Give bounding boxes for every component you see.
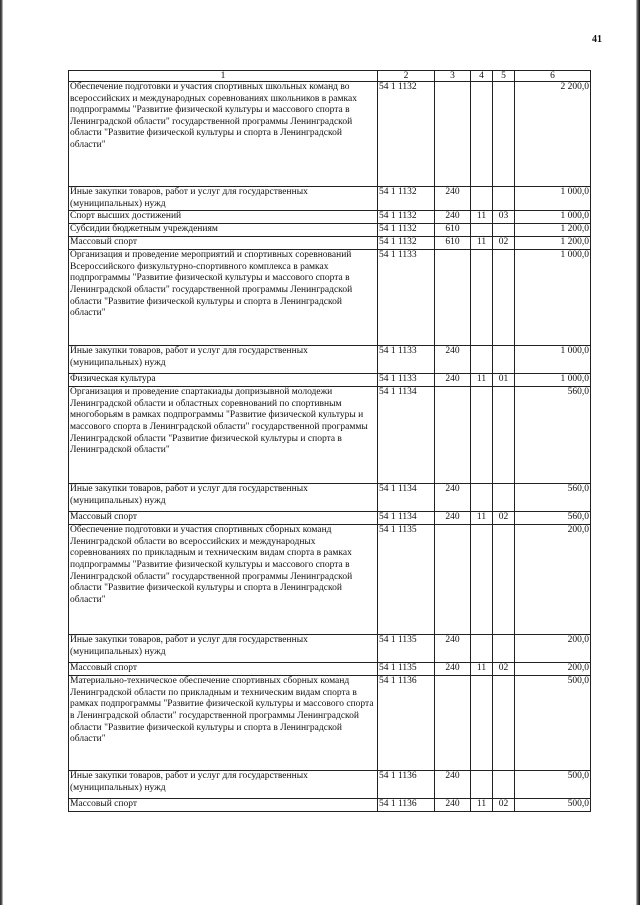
row-subsection-cell <box>493 187 515 211</box>
table-row <box>69 676 591 771</box>
row-section-cell: 11 <box>471 663 493 676</box>
row-section-cell <box>471 82 493 187</box>
row-amount-cell: 1 000,0 <box>515 374 591 387</box>
row-subsection-cell <box>493 771 515 799</box>
row-expense-type-cell: 240 <box>435 211 471 224</box>
row-name-cell: Массовый спорт <box>69 237 378 250</box>
column-number-row <box>69 71 591 82</box>
row-section-cell: 11 <box>471 237 493 250</box>
row-expense-type-cell: 240 <box>435 346 471 374</box>
row-expense-type-cell: 240 <box>435 484 471 512</box>
row-name-cell: Иные закупки товаров, работ и услуг для государственных (муниципальных) нужд <box>69 187 378 211</box>
row-code-cell: 54 1 1135 <box>378 663 435 676</box>
row-expense-type-cell <box>435 250 471 346</box>
row-code-cell: 54 1 1133 <box>378 346 435 374</box>
row-subsection-cell <box>493 387 515 484</box>
row-code-cell: 54 1 1133 <box>378 374 435 387</box>
row-expense-type-cell: 240 <box>435 374 471 387</box>
row-subsection-cell <box>493 484 515 512</box>
table-row <box>69 250 591 346</box>
row-subsection-cell <box>493 676 515 771</box>
row-name-cell: Организация и проведение мероприятий и спортивных соревнований Всероссийского физкультурно-спортивного комплекса в рамках подпрограммы "Развитие физической культуры и массового спорта в Ленинградской области" государственной программы Ленинградской области "Развитие физической культуры и спорта в Ленинградской области" <box>69 250 378 346</box>
page-number: 41 <box>592 34 602 45</box>
row-subsection-cell <box>493 250 515 346</box>
row-name-cell: Массовый спорт <box>69 663 378 676</box>
row-expense-type-cell: 610 <box>435 224 471 237</box>
table-row <box>69 211 591 224</box>
row-amount-cell: 1 200,0 <box>515 237 591 250</box>
row-code-cell: 54 1 1136 <box>378 771 435 799</box>
table-row <box>69 484 591 512</box>
row-expense-type-cell <box>435 676 471 771</box>
row-name-cell: Материально-техническое обеспечение спортивных сборных команд Ленинградской области по прикладным и техническим видам спорта в рамках подпрограммы "Развитие физической культуры и массового спорта в Ленинградской области" государственной программы Ленинградской области "Развитие физической культуры и спорта в Ленинградской области" <box>69 676 378 771</box>
table-row <box>69 82 591 187</box>
column-header: 3 <box>435 71 471 82</box>
row-code-cell: 54 1 1132 <box>378 237 435 250</box>
row-subsection-cell <box>493 224 515 237</box>
row-amount-cell: 1 000,0 <box>515 250 591 346</box>
row-subsection-cell: 02 <box>493 663 515 676</box>
row-amount-cell: 500,0 <box>515 676 591 771</box>
column-header: 1 <box>69 71 378 82</box>
row-amount-cell: 1 000,0 <box>515 211 591 224</box>
row-section-cell <box>471 771 493 799</box>
row-code-cell: 54 1 1133 <box>378 250 435 346</box>
column-header: 5 <box>493 71 515 82</box>
row-name-cell: Обеспечение подготовки и участия спортивных сборных команд Ленинградской области во всероссийских и международных соревнованиях по прикладным и техническим видам спорта в рамках подпрограммы "Развитие физической культуры и массового спорта в Ленинградской области" государственной программы Ленинградской области "Развитие физической культуры и спорта в Ленинградской области" <box>69 525 378 635</box>
row-expense-type-cell: 610 <box>435 237 471 250</box>
row-section-cell <box>471 250 493 346</box>
table-row <box>69 799 591 812</box>
row-code-cell: 54 1 1136 <box>378 676 435 771</box>
row-code-cell: 54 1 1132 <box>378 224 435 237</box>
row-code-cell: 54 1 1132 <box>378 211 435 224</box>
row-subsection-cell: 02 <box>493 799 515 812</box>
column-header: 6 <box>515 71 591 82</box>
row-section-cell <box>471 187 493 211</box>
column-header: 4 <box>471 71 493 82</box>
row-amount-cell: 560,0 <box>515 387 591 484</box>
row-expense-type-cell <box>435 525 471 635</box>
row-code-cell: 54 1 1134 <box>378 387 435 484</box>
row-code-cell: 54 1 1132 <box>378 82 435 187</box>
row-section-cell: 11 <box>471 512 493 525</box>
scan-edge-right <box>636 0 640 905</box>
row-expense-type-cell: 240 <box>435 663 471 676</box>
table-row <box>69 525 591 635</box>
row-subsection-cell: 03 <box>493 211 515 224</box>
row-name-cell: Субсидии бюджетным учреждениям <box>69 224 378 237</box>
row-amount-cell: 2 200,0 <box>515 82 591 187</box>
row-subsection-cell <box>493 525 515 635</box>
row-name-cell: Спорт высших достижений <box>69 211 378 224</box>
row-section-cell: 11 <box>471 799 493 812</box>
row-amount-cell: 500,0 <box>515 799 591 812</box>
row-section-cell <box>471 224 493 237</box>
row-name-cell: Обеспечение подготовки и участия спортивных школьных команд во всероссийских и международных соревнованиях школьников в рамках подпрограммы "Развитие физической культуры и массового спорта в Ленинградской области" государственной программы Ленинградской области "Развитие физической культуры и спорта в Ленинградской области" <box>69 82 378 187</box>
row-name-cell: Иные закупки товаров, работ и услуг для государственных (муниципальных) нужд <box>69 771 378 799</box>
table-row <box>69 346 591 374</box>
row-expense-type-cell: 240 <box>435 635 471 663</box>
table-row <box>69 663 591 676</box>
row-expense-type-cell <box>435 82 471 187</box>
row-name-cell: Массовый спорт <box>69 512 378 525</box>
row-code-cell: 54 1 1135 <box>378 525 435 635</box>
row-section-cell <box>471 635 493 663</box>
row-name-cell: Массовый спорт <box>69 799 378 812</box>
table-row <box>69 387 591 484</box>
row-amount-cell: 500,0 <box>515 771 591 799</box>
row-code-cell: 54 1 1132 <box>378 187 435 211</box>
row-name-cell: Иные закупки товаров, работ и услуг для государственных (муниципальных) нужд <box>69 346 378 374</box>
row-subsection-cell: 01 <box>493 374 515 387</box>
row-amount-cell: 560,0 <box>515 484 591 512</box>
row-subsection-cell: 02 <box>493 237 515 250</box>
budget-table <box>68 70 591 812</box>
row-amount-cell: 200,0 <box>515 525 591 635</box>
row-name-cell: Организация и проведение спартакиады допризывной молодежи Ленинградской области и областных соревнований по спортивным многоборьям в рамках подпрограммы "Развитие физической культуры и массового спорта в Ленинградской области" государственной программы Ленинградской области "Развитие физической культуры и спорта в Ленинградской области" <box>69 387 378 484</box>
row-section-cell <box>471 484 493 512</box>
row-subsection-cell <box>493 82 515 187</box>
table-row <box>69 187 591 211</box>
row-section-cell <box>471 676 493 771</box>
row-section-cell <box>471 525 493 635</box>
table-row <box>69 512 591 525</box>
row-amount-cell: 1 000,0 <box>515 346 591 374</box>
row-section-cell <box>471 387 493 484</box>
table-row <box>69 374 591 387</box>
row-code-cell: 54 1 1134 <box>378 484 435 512</box>
row-subsection-cell <box>493 346 515 374</box>
row-amount-cell: 560,0 <box>515 512 591 525</box>
row-section-cell <box>471 346 493 374</box>
row-expense-type-cell: 240 <box>435 512 471 525</box>
row-expense-type-cell: 240 <box>435 799 471 812</box>
row-subsection-cell: 02 <box>493 512 515 525</box>
table-row <box>69 771 591 799</box>
row-name-cell: Физическая культура <box>69 374 378 387</box>
row-name-cell: Иные закупки товаров, работ и услуг для государственных (муниципальных) нужд <box>69 635 378 663</box>
table-row <box>69 237 591 250</box>
row-code-cell: 54 1 1134 <box>378 512 435 525</box>
row-amount-cell: 1 000,0 <box>515 187 591 211</box>
row-amount-cell: 200,0 <box>515 635 591 663</box>
table-row <box>69 635 591 663</box>
row-expense-type-cell <box>435 387 471 484</box>
table-row <box>69 224 591 237</box>
column-header: 2 <box>378 71 435 82</box>
row-amount-cell: 200,0 <box>515 663 591 676</box>
row-section-cell: 11 <box>471 211 493 224</box>
row-code-cell: 54 1 1136 <box>378 799 435 812</box>
row-expense-type-cell: 240 <box>435 771 471 799</box>
row-amount-cell: 1 200,0 <box>515 224 591 237</box>
row-code-cell: 54 1 1135 <box>378 635 435 663</box>
scan-edge-left <box>0 0 3 905</box>
row-expense-type-cell: 240 <box>435 187 471 211</box>
row-section-cell: 11 <box>471 374 493 387</box>
row-name-cell: Иные закупки товаров, работ и услуг для государственных (муниципальных) нужд <box>69 484 378 512</box>
row-subsection-cell <box>493 635 515 663</box>
